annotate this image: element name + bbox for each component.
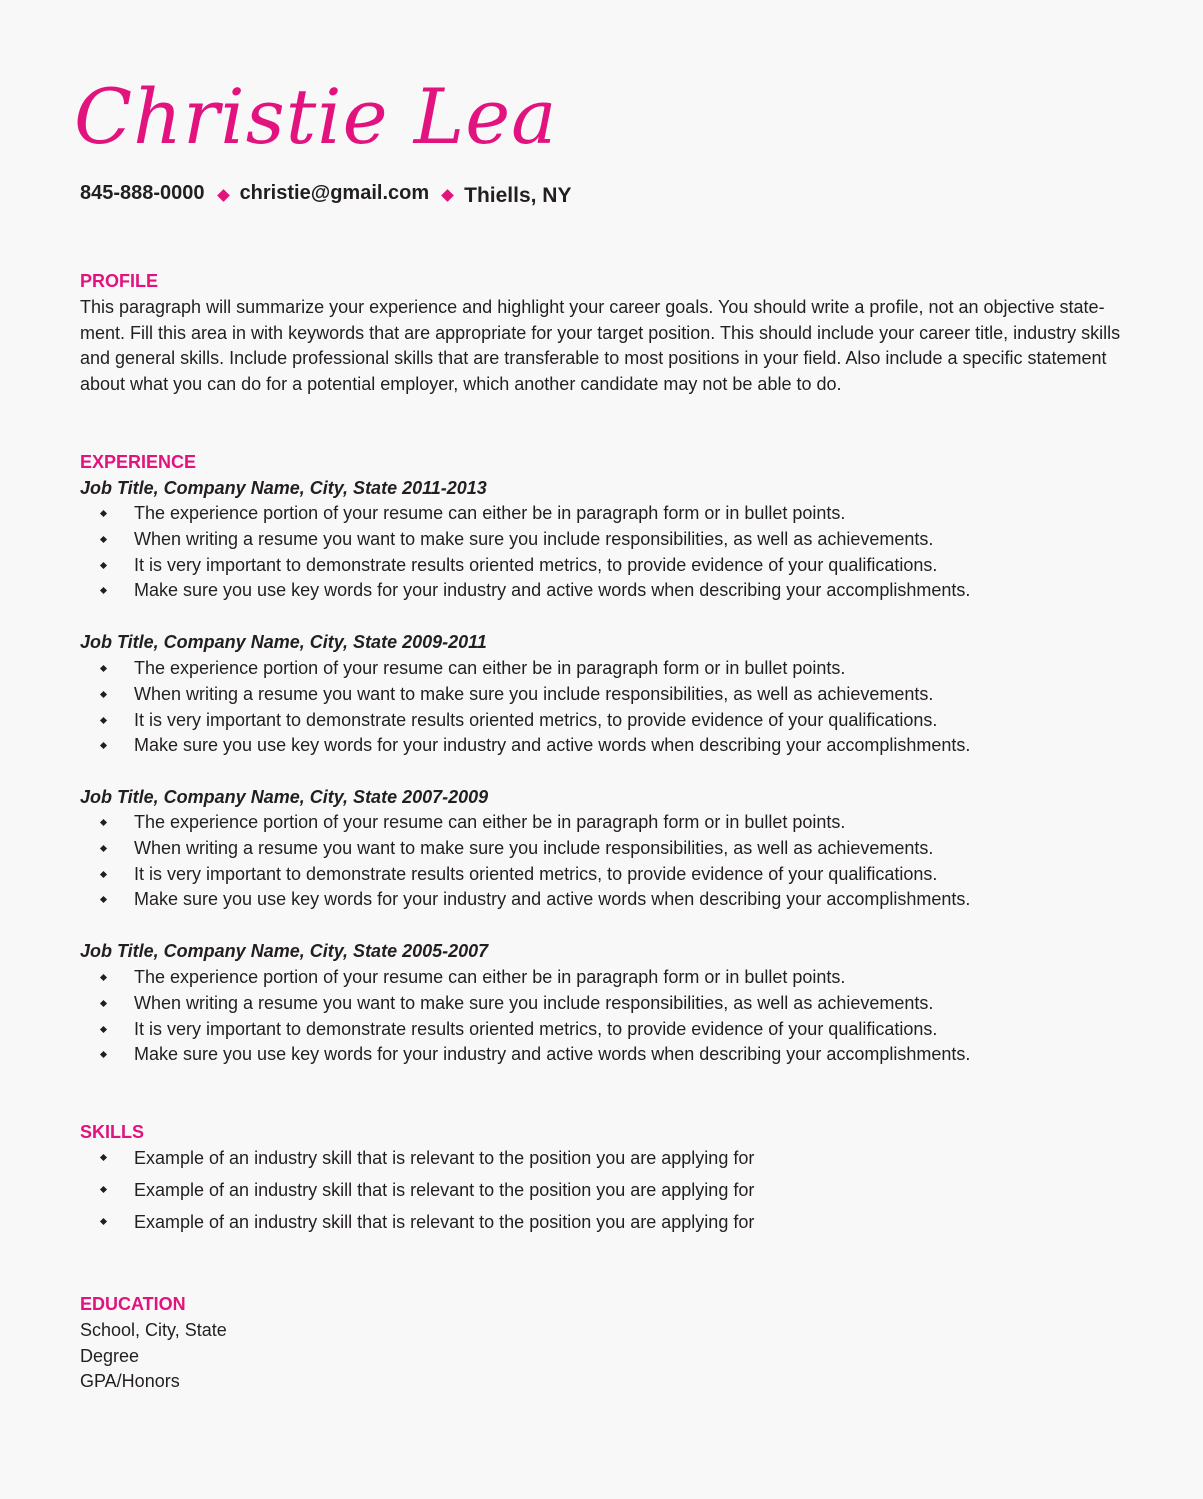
bullet-diamond-icon — [100, 536, 107, 543]
bullet-diamond-icon — [100, 1000, 107, 1007]
job-bullet-list — [80, 965, 970, 1068]
bullet-diamond-icon — [100, 896, 107, 903]
bullet-diamond-icon — [100, 742, 107, 749]
list-item: The experience portion of your resume can either be in paragraph form or in bullet points. — [80, 810, 970, 836]
bullet-diamond-icon — [100, 845, 107, 852]
bullet-diamond-icon — [100, 562, 107, 569]
bullet-diamond-icon — [100, 1026, 107, 1033]
job-heading: Job Title, Company Name, City, State 2009-2011 — [80, 632, 487, 652]
job-bullet-list — [80, 501, 970, 604]
list-item: The experience portion of your resume can either be in paragraph form or in bullet points. — [80, 656, 970, 682]
list-item: Example of an industry skill that is relevant to the position you are applying for — [80, 1174, 754, 1206]
bullet-diamond-icon — [100, 1051, 107, 1058]
education-school: School, City, State — [80, 1320, 227, 1340]
bullet-diamond-icon — [100, 587, 107, 594]
contact-line — [80, 178, 571, 208]
bullet-diamond-icon — [100, 871, 107, 878]
list-item: When writing a resume you want to make sure you include responsibilities, as well as achievements. — [80, 991, 970, 1017]
skills-heading: SKILLS — [80, 1122, 145, 1142]
location: Thiells, NY — [464, 184, 572, 207]
bullet-diamond-icon — [100, 1186, 107, 1193]
diamond-separator-icon — [441, 189, 454, 202]
list-item: Make sure you use key words for your industry and active words when describing your accomplishments. — [80, 887, 970, 913]
bullet-diamond-icon — [100, 1218, 107, 1225]
education-gpa: GPA/Honors — [80, 1371, 180, 1391]
list-item: When writing a resume you want to make sure you include responsibilities, as well as achievements. — [80, 836, 970, 862]
job-bullet-list — [80, 656, 970, 759]
list-item: It is very important to demonstrate results oriented metrics, to provide evidence of your qualifications. — [80, 1017, 970, 1043]
list-item: Make sure you use key words for your industry and active words when describing your accomplishments. — [80, 578, 970, 604]
job-heading: Job Title, Company Name, City, State 2005-2007 — [80, 941, 489, 961]
email-address: christie@gmail.com — [239, 181, 430, 204]
education-heading: EDUCATION — [80, 1294, 186, 1314]
education-degree: Degree — [80, 1345, 140, 1366]
experience-heading: EXPERIENCE — [80, 452, 197, 472]
bullet-diamond-icon — [100, 717, 107, 724]
skills-list — [80, 1142, 754, 1238]
education-details — [80, 1318, 227, 1395]
list-item: The experience portion of your resume can either be in paragraph form or in bullet points. — [80, 965, 970, 991]
bullet-diamond-icon — [100, 691, 107, 698]
bullet-diamond-icon — [100, 974, 107, 981]
list-item: It is very important to demonstrate results oriented metrics, to provide evidence of your qualifications. — [80, 862, 970, 888]
bullet-diamond-icon — [100, 510, 107, 517]
profile-heading: PROFILE — [80, 271, 159, 291]
job-bullet-list — [80, 810, 970, 913]
list-item: The experience portion of your resume can either be in paragraph form or in bullet points. — [80, 501, 970, 527]
bullet-diamond-icon — [100, 1154, 107, 1161]
list-item: When writing a resume you want to make sure you include responsibilities, as well as achievements. — [80, 682, 970, 708]
job-heading: Job Title, Company Name, City, State 2007-2009 — [80, 787, 489, 807]
phone-number: 845-888-0000 — [80, 181, 205, 204]
bullet-diamond-icon — [100, 819, 107, 826]
list-item: Example of an industry skill that is relevant to the position you are applying for — [80, 1142, 754, 1174]
profile-text: This paragraph will summarize your experience and highlight your career goals. You should write a profile, not an objective state- ment. Fill this area in with keywords that are appropriate for your target position. This should include your career title, industry skills and general skills. Include professional skills that are transferable to most positions in your field. Also include a specific statement about what you can do for a potential employer, which another candidate may not be able to do. — [80, 297, 1121, 394]
list-item: When writing a resume you want to make sure you include responsibilities, as well as achievements. — [80, 527, 970, 553]
list-item: It is very important to demonstrate results oriented metrics, to provide evidence of your qualifications. — [80, 553, 970, 579]
list-item: Example of an industry skill that is relevant to the position you are applying for — [80, 1206, 754, 1238]
list-item: Make sure you use key words for your industry and active words when describing your accomplishments. — [80, 733, 970, 759]
bullet-diamond-icon — [100, 665, 107, 672]
job-heading: Job Title, Company Name, City, State 2011-2013 — [80, 478, 487, 498]
candidate-name: Christie Lea — [74, 72, 558, 161]
list-item: Make sure you use key words for your industry and active words when describing your accomplishments. — [80, 1042, 970, 1068]
list-item: It is very important to demonstrate results oriented metrics, to provide evidence of your qualifications. — [80, 708, 970, 734]
diamond-separator-icon — [217, 189, 230, 202]
